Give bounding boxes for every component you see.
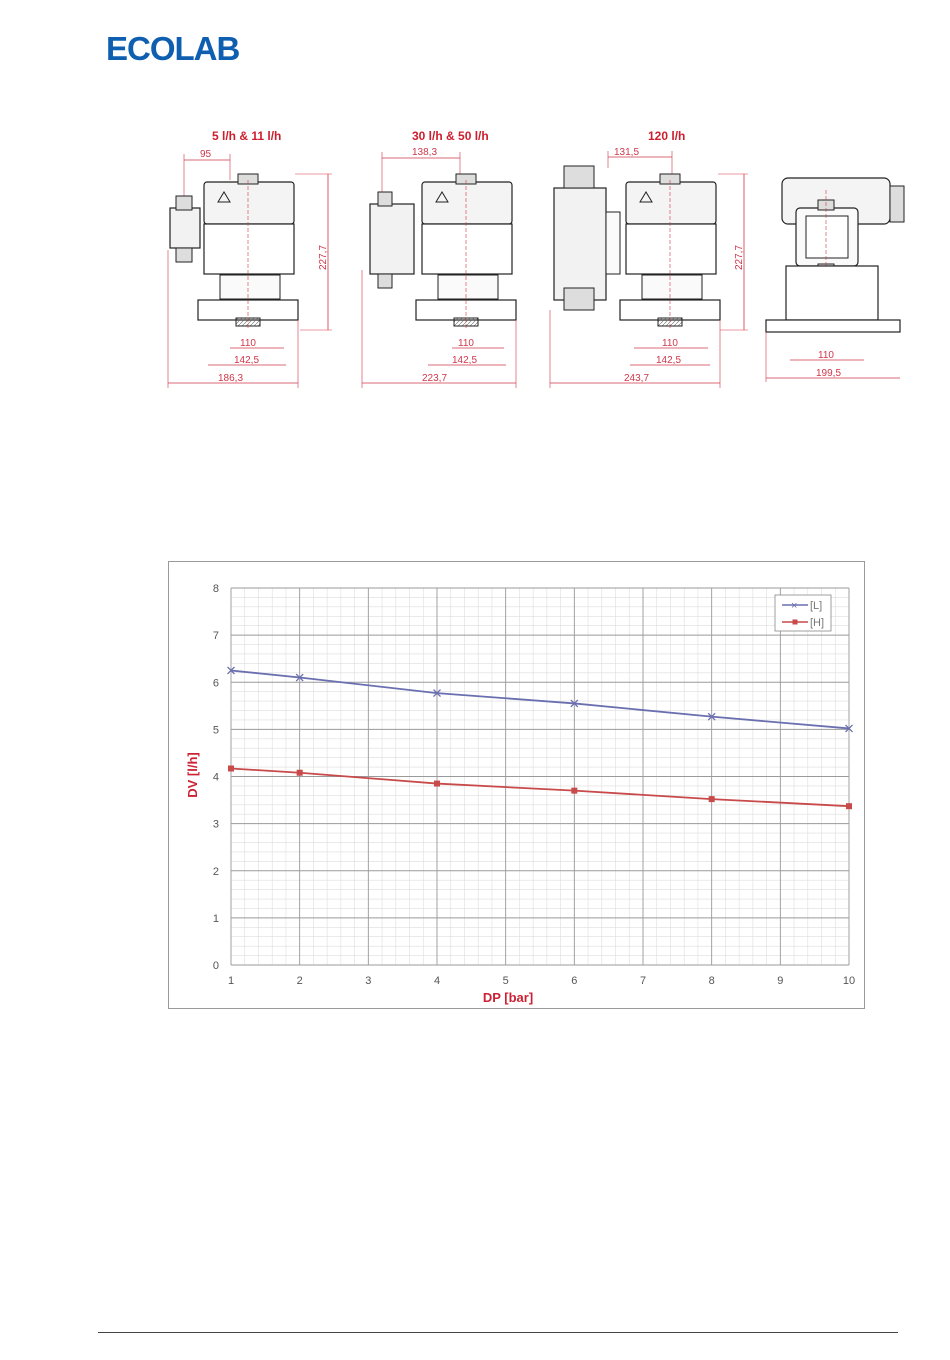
y-tick-label: 6 — [212, 677, 219, 690]
chart-svg — [168, 561, 865, 1009]
dim-height: 227,7 — [318, 244, 329, 270]
dim-height: 227,7 — [734, 244, 745, 270]
y-axis-label: DV [l/h] — [185, 752, 200, 798]
x-tick-label: 10 — [842, 975, 856, 987]
legend-marker-l: × — [791, 600, 798, 612]
data-point — [571, 788, 577, 794]
x-axis-label: DP [bar] — [482, 990, 534, 1005]
footer-rule — [98, 1332, 898, 1333]
x-tick-label: 6 — [571, 975, 578, 987]
x-tick-label: 5 — [502, 975, 509, 987]
dim-base-1: 110 — [458, 338, 474, 349]
flow-pressure-chart — [168, 561, 865, 1009]
y-tick-label: 4 — [212, 771, 219, 784]
y-tick-label: 0 — [212, 960, 219, 972]
x-tick-label: 3 — [365, 975, 372, 987]
dim-base-1: 110 — [662, 338, 678, 349]
view-title: 30 l/h & 50 l/h — [412, 129, 489, 143]
drawing-view-30-50 — [362, 129, 516, 388]
x-tick-label: 2 — [296, 975, 303, 987]
dim-top: 95 — [200, 149, 212, 160]
data-point — [297, 770, 303, 776]
dim-base-2: 142,5 — [234, 355, 260, 366]
dim-base-3: 243,7 — [624, 373, 650, 384]
y-tick-label: 2 — [212, 865, 219, 878]
dim-base-1: 110 — [818, 350, 834, 361]
drawing-view-side — [766, 178, 904, 382]
data-point — [228, 765, 234, 771]
logo-text: ECOLAB — [106, 30, 240, 64]
x-tick-label: 9 — [777, 975, 784, 987]
pump-dimension-drawings — [160, 120, 905, 400]
x-tick-label: 1 — [227, 975, 235, 987]
dim-base-2: 142,5 — [452, 355, 478, 366]
dim-base-3: 186,3 — [218, 373, 244, 384]
dim-base-1: 110 — [240, 338, 256, 349]
view-title: 5 l/h & 11 l/h — [212, 129, 282, 143]
chart-legend — [775, 595, 831, 631]
drawing-view-120 — [550, 129, 748, 388]
y-tick-label: 3 — [212, 818, 219, 831]
y-tick-label: 7 — [212, 630, 219, 643]
y-tick-label: 5 — [212, 724, 219, 737]
dim-top: 131,5 — [614, 147, 640, 158]
y-tick-label: 1 — [212, 912, 219, 925]
view-title: 120 l/h — [648, 129, 686, 143]
dim-base-2: 199,5 — [816, 368, 842, 379]
legend-label-l: [L] — [810, 600, 823, 612]
x-tick-label: 7 — [639, 975, 647, 987]
x-tick-label: 4 — [433, 975, 441, 987]
legend-label-h: [H] — [810, 617, 825, 629]
data-point — [434, 781, 440, 787]
ecolab-logo — [106, 30, 256, 64]
drawing-view-5-11 — [168, 129, 332, 388]
dim-base-3: 223,7 — [422, 373, 448, 384]
dim-base-2: 142,5 — [656, 355, 682, 366]
x-tick-label: 8 — [708, 975, 715, 987]
dim-top: 138,3 — [412, 147, 438, 158]
data-point — [846, 803, 852, 809]
y-tick-label: 8 — [212, 583, 219, 595]
data-point — [709, 796, 715, 802]
legend-marker-h — [793, 620, 798, 625]
